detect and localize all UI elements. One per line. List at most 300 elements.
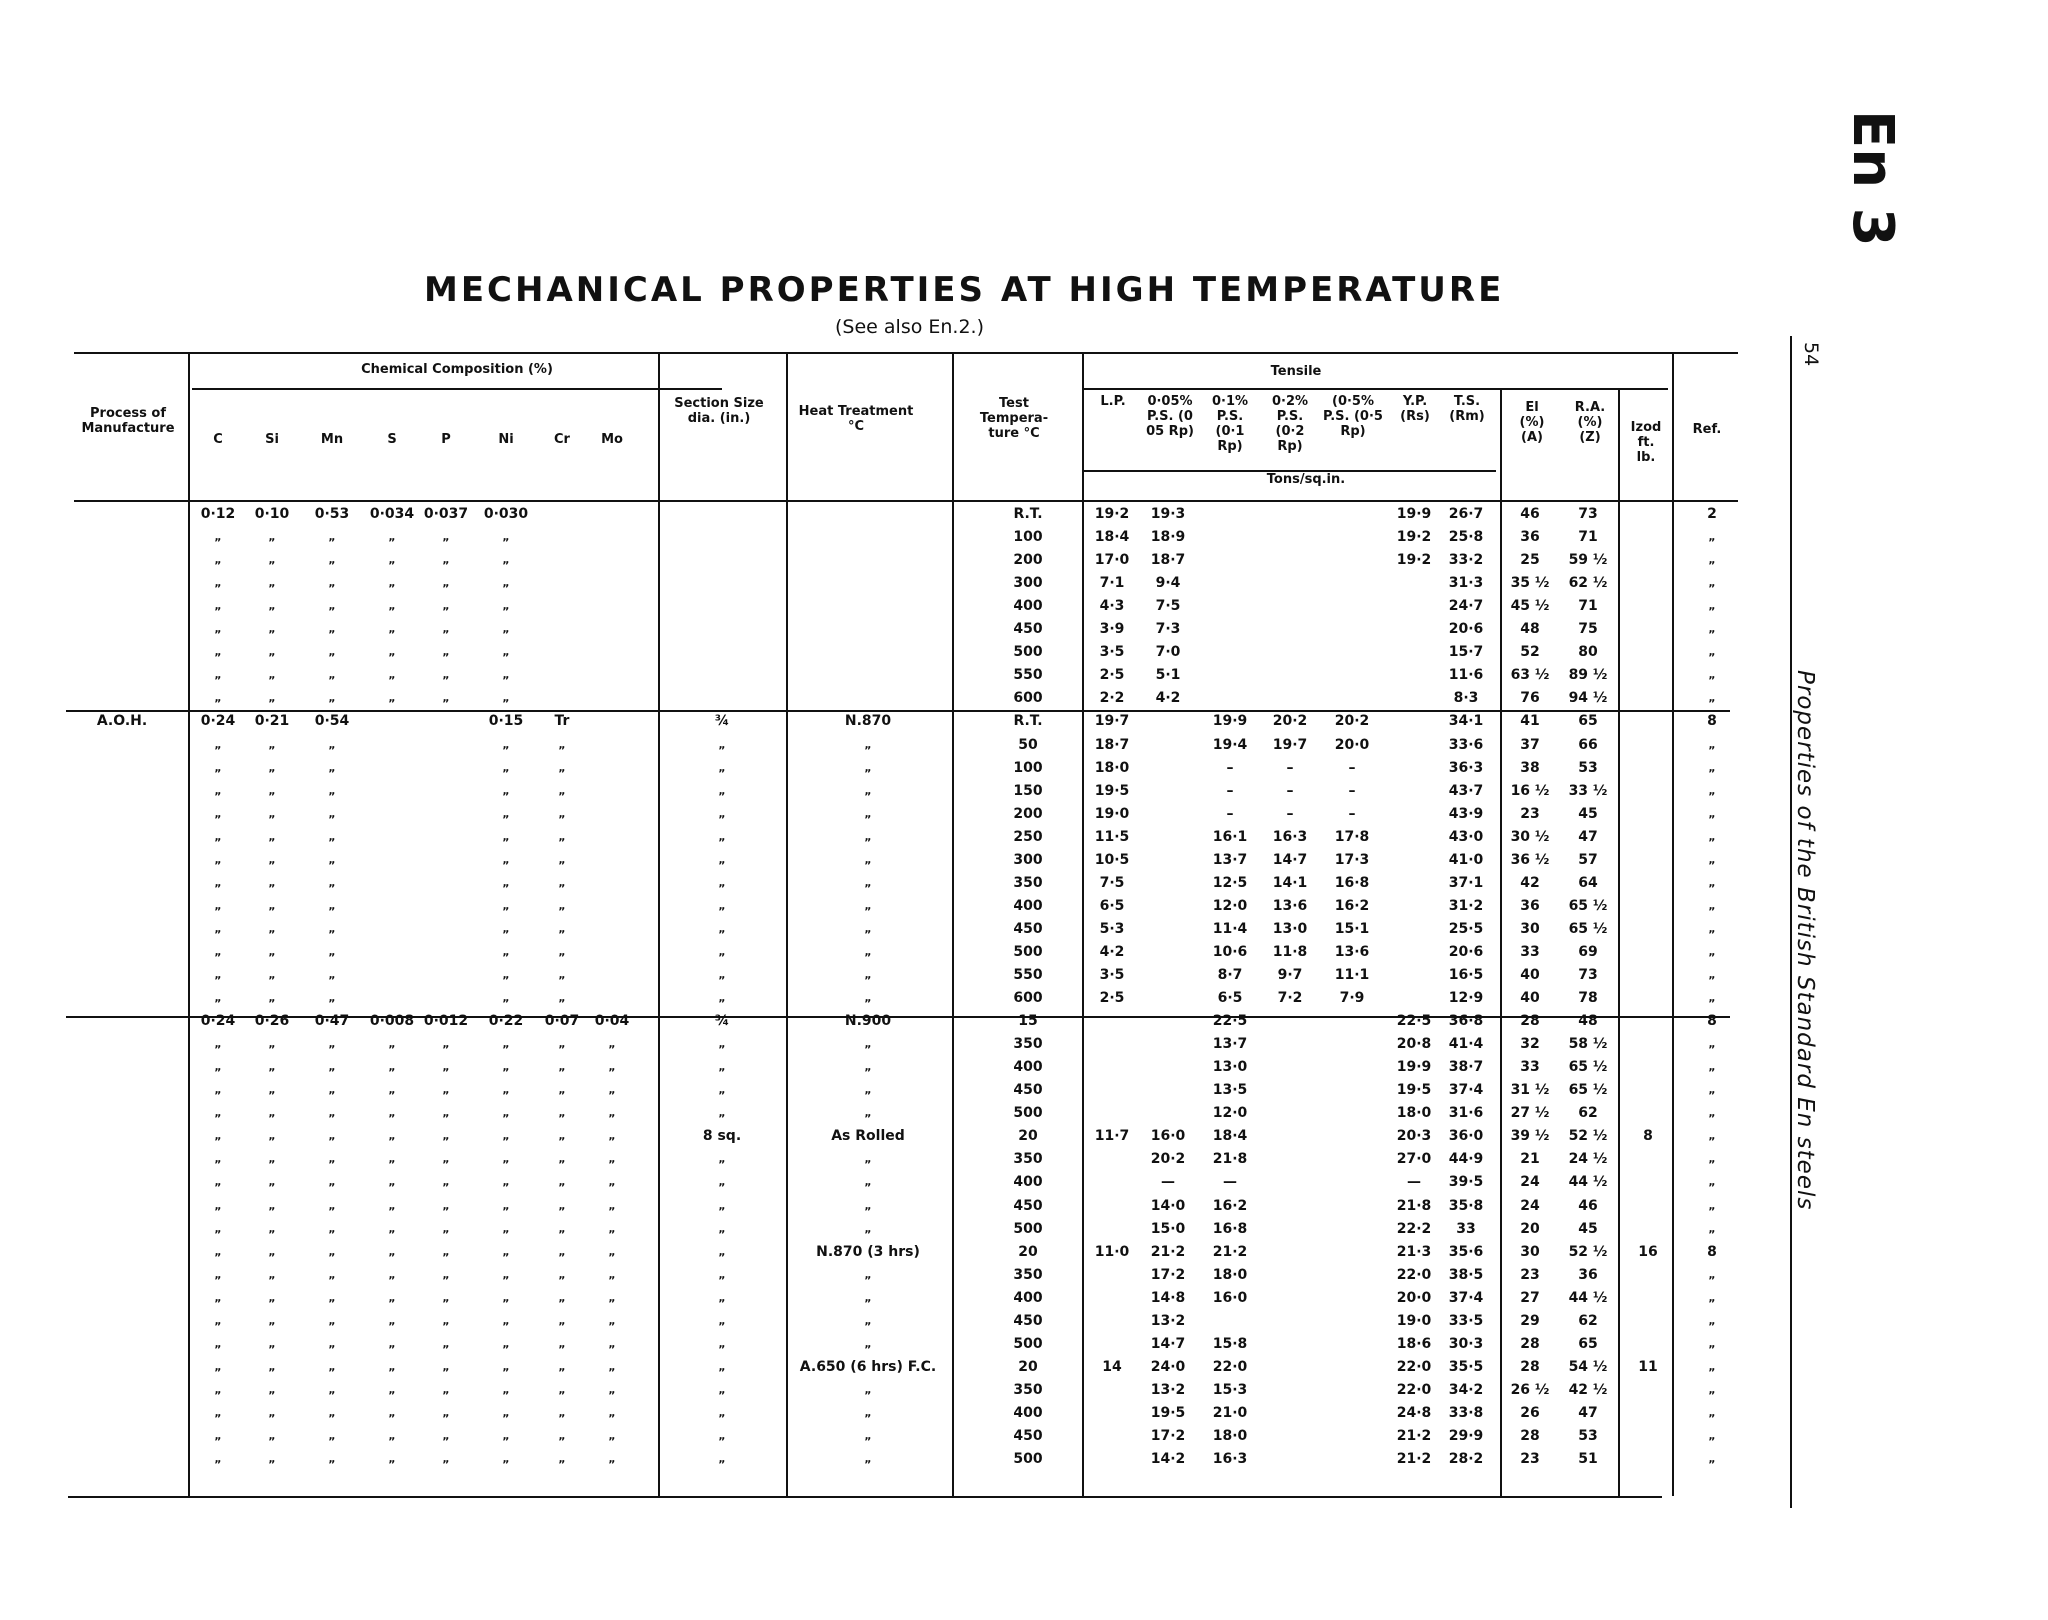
test-temp-cell: 600 <box>1013 990 1043 1007</box>
ref-cell: „ <box>1708 1267 1716 1281</box>
ps01-cell: 13·5 <box>1212 1082 1248 1099</box>
header-yp: Y.P. (Rs) <box>1400 394 1430 424</box>
chem-cr-cell: „ <box>558 1152 566 1166</box>
section-cell: ¾ <box>714 713 730 730</box>
ref-cell: „ <box>1708 783 1716 797</box>
ps05-cell: – <box>1348 759 1356 776</box>
chem-cr-cell: „ <box>558 1313 566 1327</box>
ra-cell: 47 <box>1578 1404 1598 1421</box>
chem-c-cell: „ <box>214 645 222 659</box>
chem-c-cell: „ <box>214 898 222 912</box>
chem-c-cell: „ <box>214 1106 222 1120</box>
chem-si-cell: „ <box>268 829 276 843</box>
el-cell: 36 <box>1520 897 1540 914</box>
chem-c-cell: „ <box>214 1129 222 1143</box>
chem-mn-cell: „ <box>328 829 336 843</box>
test-temp-cell: 450 <box>1013 1197 1043 1214</box>
el-cell: 35 ½ <box>1510 575 1550 592</box>
ts-cell: 15·7 <box>1448 644 1484 661</box>
header-process: Process of Manufacture <box>81 406 175 436</box>
chem-si-cell: „ <box>268 921 276 935</box>
heat-treatment-cell: „ <box>864 1405 872 1419</box>
yp-cell: 19·2 <box>1396 552 1432 569</box>
chem-cr-cell: „ <box>558 1267 566 1281</box>
ra-cell: 42 ½ <box>1568 1381 1608 1398</box>
test-temp-cell: 350 <box>1013 1266 1043 1283</box>
chem-mn-cell: „ <box>328 921 336 935</box>
ts-cell: 29·9 <box>1448 1428 1484 1444</box>
ps01-cell: 22·5 <box>1212 1013 1248 1030</box>
chem-cr-cell: „ <box>558 1290 566 1304</box>
chem-p-cell: „ <box>442 553 450 567</box>
chem-mn-cell: „ <box>328 599 336 613</box>
chem-ni-cell: „ <box>502 968 510 981</box>
lp-cell: 3·5 <box>1099 644 1125 661</box>
ref-cell: 8 <box>1707 1243 1717 1260</box>
ts-cell: 43·7 <box>1448 782 1484 799</box>
section-cell: „ <box>718 1429 726 1442</box>
ts-cell: 20·6 <box>1448 621 1484 638</box>
chem-s-cell: „ <box>388 1198 396 1212</box>
heat-treatment-cell: „ <box>864 1313 872 1327</box>
chem-c-cell: „ <box>214 737 222 751</box>
chem-c-cell: „ <box>214 1405 222 1419</box>
el-cell: 31 ½ <box>1510 1082 1550 1099</box>
chem-ni-cell: „ <box>502 1382 510 1396</box>
test-temp-cell: 350 <box>1013 1381 1043 1398</box>
ref-cell: 2 <box>1707 506 1717 522</box>
ps005-cell: — <box>1161 1174 1175 1191</box>
heat-treatment-cell: „ <box>864 1452 872 1466</box>
ra-cell: 54 ½ <box>1568 1358 1608 1375</box>
chem-p-cell: „ <box>442 1106 450 1120</box>
chem-mn-cell: 0·47 <box>314 1013 350 1030</box>
chem-si-cell: „ <box>268 599 276 613</box>
chem-c-cell: „ <box>214 783 222 797</box>
test-temp-cell: 450 <box>1013 1312 1043 1329</box>
test-temp-cell: 450 <box>1013 1082 1043 1099</box>
ra-cell: 75 <box>1578 621 1598 638</box>
ref-cell: „ <box>1708 991 1716 1005</box>
ref-cell: „ <box>1708 553 1716 567</box>
section-cell: „ <box>718 806 726 820</box>
chem-mo-cell: „ <box>608 1060 616 1074</box>
ra-cell: 65 ½ <box>1568 920 1608 937</box>
lp-cell: 18·7 <box>1094 736 1130 753</box>
ps005-cell: 18·7 <box>1150 552 1186 569</box>
chem-si-cell: „ <box>268 622 276 636</box>
chem-c-cell: „ <box>214 1221 222 1235</box>
chem-c-cell: „ <box>214 1429 222 1442</box>
page-subtitle: (See also En.2.) <box>835 316 985 338</box>
section-cell: „ <box>718 760 726 774</box>
chem-c-cell: „ <box>214 1382 222 1396</box>
test-temp-cell: 400 <box>1013 598 1043 615</box>
chem-si-cell: „ <box>268 530 276 544</box>
ps005-cell: 24·0 <box>1150 1358 1186 1375</box>
chem-c-cell: „ <box>214 1037 222 1051</box>
ps01-cell: 15·8 <box>1212 1335 1248 1352</box>
chem-si-cell: „ <box>268 875 276 889</box>
lp-cell: 2·5 <box>1099 667 1125 684</box>
header-reduction-area: R.A. (%) (Z) <box>1574 400 1606 445</box>
chem-s-cell: „ <box>388 1452 396 1466</box>
ref-cell: „ <box>1708 1290 1716 1304</box>
chem-ni-cell: „ <box>502 898 510 912</box>
el-cell: 33 <box>1520 1059 1540 1076</box>
yp-cell: 19·2 <box>1396 529 1432 546</box>
el-cell: 30 ½ <box>1510 828 1550 845</box>
el-cell: 30 <box>1520 920 1540 937</box>
ts-cell: 37·4 <box>1448 1289 1484 1306</box>
chem-si-cell: 0·26 <box>254 1013 290 1030</box>
ts-cell: 31·2 <box>1448 897 1484 914</box>
chem-cr-cell: „ <box>558 806 566 820</box>
header-ps01: 0·1% P.S. (0·1 Rp) <box>1211 394 1249 454</box>
lp-cell: 5·3 <box>1099 920 1125 937</box>
ts-cell: 31·3 <box>1448 575 1484 592</box>
yp-cell: 22·0 <box>1396 1381 1432 1398</box>
ra-cell: 57 <box>1578 851 1598 868</box>
chem-ni-cell: „ <box>502 1175 510 1189</box>
chem-si-cell: „ <box>268 760 276 774</box>
ref-cell: „ <box>1708 1083 1716 1097</box>
yp-cell: 19·5 <box>1396 1082 1432 1099</box>
ts-cell: 33·2 <box>1448 552 1484 569</box>
heat-treatment-cell: N.900 <box>844 1013 892 1030</box>
chem-p-cell: „ <box>442 1290 450 1304</box>
ref-cell: „ <box>1708 599 1716 613</box>
chem-si-cell: „ <box>268 991 276 1005</box>
el-cell: 30 <box>1520 1243 1540 1260</box>
test-temp-cell: 15 <box>1018 1013 1038 1030</box>
chem-ni-cell: „ <box>502 1198 510 1212</box>
chem-si-cell: „ <box>268 1106 276 1120</box>
el-cell: 20 <box>1520 1220 1540 1237</box>
chem-mn-cell: „ <box>328 944 336 958</box>
chem-p-cell: „ <box>442 599 450 613</box>
test-temp-cell: 350 <box>1013 874 1043 891</box>
ts-cell: 12·9 <box>1448 990 1484 1007</box>
heat-treatment-cell: „ <box>864 944 872 958</box>
chem-mo-cell: „ <box>608 1382 616 1396</box>
chem-si-cell: „ <box>268 1221 276 1235</box>
chem-s-cell: „ <box>388 622 396 636</box>
ra-cell: 53 <box>1578 759 1598 776</box>
section-cell: „ <box>718 829 726 843</box>
ref-cell: „ <box>1708 1129 1716 1143</box>
yp-cell: 21·2 <box>1396 1451 1432 1468</box>
chem-p-cell: „ <box>442 1244 450 1258</box>
chem-ni-cell: „ <box>502 530 510 544</box>
chem-si-cell: „ <box>268 1290 276 1304</box>
chem-c-cell: „ <box>214 829 222 843</box>
ps01-cell: 13·7 <box>1212 1036 1248 1053</box>
ts-cell: 16·5 <box>1448 967 1484 983</box>
chem-s-cell: „ <box>388 1106 396 1120</box>
heat-treatment-cell: „ <box>864 737 872 751</box>
lp-cell: 19·5 <box>1094 782 1130 799</box>
el-cell: 23 <box>1520 805 1540 822</box>
header-chem-s: S <box>387 432 397 447</box>
test-temp-cell: 500 <box>1013 1335 1043 1352</box>
chem-p-cell: „ <box>442 1083 450 1097</box>
chem-ni-cell: „ <box>502 875 510 889</box>
chem-mn-cell: „ <box>328 1175 336 1189</box>
chem-mn-cell: „ <box>328 1129 336 1143</box>
ra-cell: 78 <box>1578 990 1598 1007</box>
ps02-cell: 20·2 <box>1272 713 1308 730</box>
ps05-cell: 16·8 <box>1334 874 1370 891</box>
el-cell: 48 <box>1520 621 1540 638</box>
chem-ni-cell: 0·030 <box>483 506 529 522</box>
chem-mn-cell: „ <box>328 1083 336 1097</box>
chem-p-cell: „ <box>442 1129 450 1143</box>
chem-si-cell: „ <box>268 1244 276 1258</box>
chem-mn-cell: „ <box>328 737 336 751</box>
ts-cell: 20·6 <box>1448 943 1484 960</box>
chem-cr-cell: „ <box>558 1083 566 1097</box>
chem-c-cell: 0·24 <box>200 1013 236 1030</box>
ref-cell: „ <box>1708 1313 1716 1327</box>
chem-s-cell: „ <box>388 691 396 705</box>
el-cell: 25 <box>1520 552 1540 569</box>
lp-cell: 19·0 <box>1094 805 1130 822</box>
chem-si-cell: „ <box>268 1175 276 1189</box>
lp-cell: 7·1 <box>1099 575 1125 592</box>
ps02-cell: 13·0 <box>1272 920 1308 937</box>
heat-treatment-cell: „ <box>864 898 872 912</box>
header-chem-c: C <box>213 432 223 447</box>
el-cell: 63 ½ <box>1510 667 1550 684</box>
lp-cell: 4·3 <box>1099 598 1125 615</box>
ps01-cell: 16·0 <box>1212 1289 1248 1306</box>
test-temp-cell: 300 <box>1013 851 1043 868</box>
ps01-cell: 21·2 <box>1212 1243 1248 1260</box>
chem-ni-cell: „ <box>502 737 510 751</box>
ra-cell: 62 ½ <box>1568 575 1608 592</box>
ts-cell: 37·4 <box>1448 1082 1484 1099</box>
header-units: Tons/sq.in. <box>1266 472 1346 487</box>
test-temp-cell: 20 <box>1018 1358 1038 1375</box>
ra-cell: 52 ½ <box>1568 1128 1608 1145</box>
chem-c-cell: „ <box>214 1267 222 1281</box>
section-cell: „ <box>718 1221 726 1235</box>
section-cell: „ <box>718 1359 726 1373</box>
yp-cell: 19·9 <box>1396 506 1432 522</box>
section-cell: „ <box>718 968 726 981</box>
chem-s-cell: „ <box>388 1359 396 1373</box>
ra-cell: 48 <box>1578 1013 1598 1030</box>
page-number: 54 <box>1800 342 1822 367</box>
chem-cr-cell: „ <box>558 1452 566 1466</box>
ra-cell: 53 <box>1578 1428 1598 1444</box>
ps005-cell: 7·0 <box>1155 644 1181 661</box>
chem-mo-cell: „ <box>608 1175 616 1189</box>
chem-s-cell: „ <box>388 1060 396 1074</box>
ts-cell: 36·8 <box>1448 1013 1484 1030</box>
yp-cell: 19·9 <box>1396 1059 1432 1076</box>
heat-treatment-cell: „ <box>864 968 872 981</box>
ps01-cell: 16·1 <box>1212 828 1248 845</box>
test-temp-cell: 550 <box>1013 667 1043 684</box>
header-tensile: Tensile <box>1270 364 1322 379</box>
header-elongation: El (%) (A) <box>1519 400 1545 445</box>
chem-cr-cell: „ <box>558 1198 566 1212</box>
chem-mn-cell: „ <box>328 553 336 567</box>
lp-cell: 11·7 <box>1094 1128 1130 1145</box>
ts-cell: 8·3 <box>1453 690 1479 707</box>
chem-ni-cell: „ <box>502 1060 510 1074</box>
section-cell: 8 sq. <box>702 1128 742 1145</box>
test-temp-cell: 600 <box>1013 690 1043 707</box>
el-cell: 28 <box>1520 1013 1540 1030</box>
ps05-cell: 15·1 <box>1334 920 1370 937</box>
ra-cell: 80 <box>1578 644 1598 661</box>
chem-s-cell: „ <box>388 1267 396 1281</box>
section-cell: „ <box>718 1037 726 1051</box>
ps02-cell: 9·7 <box>1277 967 1303 983</box>
ref-cell: „ <box>1708 921 1716 935</box>
ps01-cell: 13·7 <box>1212 851 1248 868</box>
chem-mn-cell: „ <box>328 852 336 866</box>
chem-s-cell: „ <box>388 1313 396 1327</box>
test-temp-cell: 100 <box>1013 759 1043 776</box>
ref-cell: „ <box>1708 829 1716 843</box>
el-cell: 24 <box>1520 1197 1540 1214</box>
izod-cell: 16 <box>1638 1243 1658 1260</box>
el-cell: 45 ½ <box>1510 598 1550 615</box>
heat-treatment-cell: As Rolled <box>831 1128 905 1145</box>
chem-mn-cell: „ <box>328 1244 336 1258</box>
chem-cr-cell: „ <box>558 1336 566 1350</box>
el-cell: 28 <box>1520 1335 1540 1352</box>
chem-c-cell: „ <box>214 806 222 820</box>
chem-p-cell: „ <box>442 1429 450 1442</box>
heat-treatment-cell: „ <box>864 921 872 935</box>
ps02-cell: – <box>1286 759 1294 776</box>
ref-cell: 8 <box>1707 713 1717 730</box>
test-temp-cell: 250 <box>1013 828 1043 845</box>
ref-cell: „ <box>1708 968 1716 981</box>
chem-c-cell: „ <box>214 991 222 1005</box>
chem-mo-cell: „ <box>608 1083 616 1097</box>
ps005-cell: 15·0 <box>1150 1220 1186 1237</box>
chem-ni-cell: „ <box>502 1244 510 1258</box>
chem-mn-cell: „ <box>328 760 336 774</box>
ts-cell: 28·2 <box>1448 1451 1484 1468</box>
ra-cell: 66 <box>1578 736 1598 753</box>
chem-p-cell: „ <box>442 1175 450 1189</box>
chem-cr-cell: „ <box>558 1382 566 1396</box>
ref-cell: „ <box>1708 1221 1716 1235</box>
section-cell: „ <box>718 944 726 958</box>
chem-ni-cell: „ <box>502 921 510 935</box>
chem-s-cell: „ <box>388 1083 396 1097</box>
header-bottom-rule <box>74 500 1738 502</box>
ps01-cell: 12·0 <box>1212 1105 1248 1122</box>
ps01-cell: 10·6 <box>1212 943 1248 960</box>
lp-cell: 4·2 <box>1099 943 1125 960</box>
ts-cell: 25·8 <box>1448 529 1484 546</box>
chem-cr-cell: „ <box>558 921 566 935</box>
ref-cell: „ <box>1708 1175 1716 1189</box>
chem-ni-cell: „ <box>502 944 510 958</box>
chem-p-cell: „ <box>442 1336 450 1350</box>
chem-cr-cell: „ <box>558 1359 566 1373</box>
chem-p-cell: „ <box>442 1267 450 1281</box>
ps02-cell: 14·7 <box>1272 851 1308 868</box>
el-cell: 28 <box>1520 1428 1540 1444</box>
el-cell: 37 <box>1520 736 1540 753</box>
chem-s-cell: „ <box>388 599 396 613</box>
chem-c-cell: 0·12 <box>200 506 236 522</box>
ts-cell: 33·6 <box>1448 736 1484 753</box>
chem-ni-cell: „ <box>502 1083 510 1097</box>
section-cell: „ <box>718 1382 726 1396</box>
chem-s-cell: 0·034 <box>369 506 415 522</box>
chem-cr-cell: „ <box>558 944 566 958</box>
lp-cell: 18·4 <box>1094 529 1130 546</box>
chem-p-cell: „ <box>442 1359 450 1373</box>
yp-cell: 19·0 <box>1396 1312 1432 1329</box>
ps01-cell: 12·0 <box>1212 897 1248 914</box>
ps05-cell: 17·3 <box>1334 851 1370 868</box>
ts-cell: 33·8 <box>1448 1404 1484 1421</box>
chem-p-cell: 0·037 <box>423 506 469 522</box>
ps01-cell: – <box>1226 805 1234 822</box>
chem-ni-cell: „ <box>502 691 510 705</box>
chem-ni-cell: „ <box>502 783 510 797</box>
lp-cell: 19·2 <box>1094 506 1130 522</box>
chem-si-cell: „ <box>268 737 276 751</box>
header-chem-p: P <box>441 432 451 447</box>
ps01-cell: 16·2 <box>1212 1197 1248 1214</box>
chem-mn-cell: 0·54 <box>314 713 350 730</box>
chem-p-cell: „ <box>442 1313 450 1327</box>
ps005-cell: 20·2 <box>1150 1151 1186 1168</box>
section-cell: „ <box>718 1175 726 1189</box>
ps01-cell: 21·8 <box>1212 1151 1248 1168</box>
chem-mo-cell: „ <box>608 1336 616 1350</box>
header-section-size: Section Size dia. (in.) <box>674 396 764 426</box>
ra-cell: 65 ½ <box>1568 897 1608 914</box>
yp-cell: 20·3 <box>1396 1128 1432 1145</box>
section-cell: „ <box>718 1152 726 1166</box>
chem-p-cell: „ <box>442 1198 450 1212</box>
chem-si-cell: 0·21 <box>254 713 290 730</box>
ra-cell: 52 ½ <box>1568 1243 1608 1260</box>
test-temp-cell: R.T. <box>1013 506 1043 522</box>
ps005-cell: 9·4 <box>1155 575 1181 592</box>
ps05-cell: 20·0 <box>1334 736 1370 753</box>
ts-cell: 35·8 <box>1448 1197 1484 1214</box>
chem-mo-cell: „ <box>608 1152 616 1166</box>
chem-ni-cell: „ <box>502 1429 510 1442</box>
chem-mo-cell: „ <box>608 1405 616 1419</box>
header-ps02: 0·2% P.S. (0·2 Rp) <box>1271 394 1309 454</box>
heat-treatment-cell: „ <box>864 1106 872 1120</box>
chem-mn-cell: „ <box>328 691 336 705</box>
header-heat-treatment: Heat Treatment °C <box>798 404 914 434</box>
chem-sub-rule <box>192 388 722 390</box>
heat-treatment-cell: N.870 (3 hrs) <box>816 1243 920 1260</box>
chem-mo-cell: „ <box>608 1221 616 1235</box>
el-cell: 52 <box>1520 644 1540 661</box>
chem-c-cell: „ <box>214 1060 222 1074</box>
ps005-cell: 5·1 <box>1155 667 1181 684</box>
chem-si-cell: „ <box>268 691 276 705</box>
